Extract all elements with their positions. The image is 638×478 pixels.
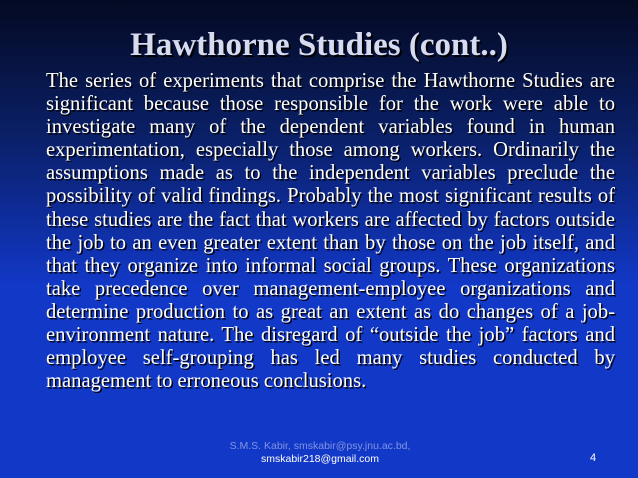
page-number: 4 <box>590 452 597 464</box>
slide-title: Hawthorne Studies (cont..) <box>130 27 508 63</box>
footer-credit <box>200 440 440 466</box>
footer-credit-line-2: smskabir218@gmail.com <box>260 453 380 465</box>
slide-body-text: The series of experiments that comprise the Hawthorne Studies are significant because those responsible for the work were able to investigate many of the dependent variables found in human experimentation, especially those among workers. Ordinarily the assumptions made as to the independent variables preclude the possibility of valid findings. Probably the most significant results of these studies are the fact that workers are affected by factors outside the job to an even greater extent than by those on the job itself, and that they organize into informal social groups. These organizations take precedence over management-employee organizations and determine production to as great an extent as do changes of a job-environment nature. The disregard of “outside the job” factors and employee self-grouping has led many studies conducted by management to erroneous conclusions. <box>46 70 615 393</box>
footer-credit-line-1: S.M.S. Kabir, smskabir@psy.jnu.ac.bd, <box>229 440 411 452</box>
